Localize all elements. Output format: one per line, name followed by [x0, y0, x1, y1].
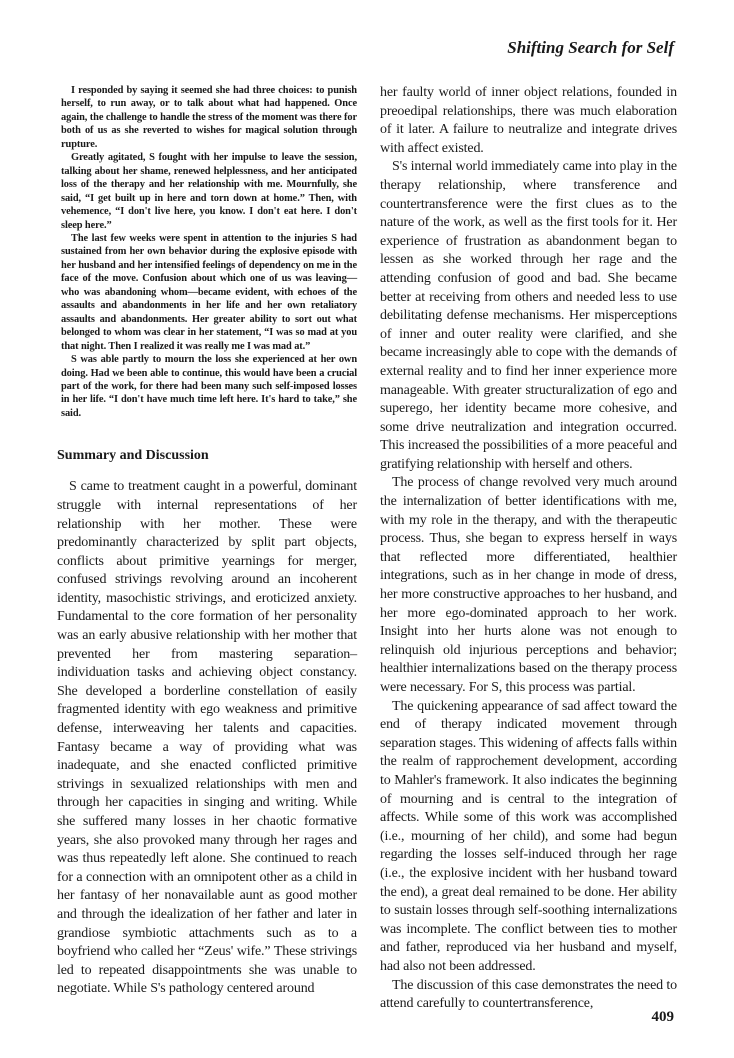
body-paragraph: The quickening appearance of sad affect toward the end of therapy indicated movement through separation stages. This widening of affects falls within the realm of rapprochement development, according to Mahler's framework. It also indicates the beginning of mourning and is central to the integration of affects. While some of this work was accomplished (i.e., mourning of her child), and some had begun regarding the losses self-induced through her rage (i.e., the explosive incident with her husband toward the end), a great deal remained to be done. Her ability to sustain losses through self-soothing internalizations was incomplete. The conflict between ties to mother and father, reproduced via her husband and myself, had also not been addressed.: [380, 698, 677, 974]
discussion-body: [380, 84, 677, 1014]
case-extract: [57, 84, 357, 420]
summary-body: [57, 478, 357, 999]
right-column: [380, 84, 677, 1014]
body-paragraph-continuation: her faulty world of inner object relations, founded in preoedipal relationships, there was much elaboration of it later. A failure to neutralize and integrate drives with affect existed.: [380, 85, 677, 156]
extract-paragraph: Greatly agitated, S fought with her impulse to leave the session, talking about her shame, renewed helplessness, and her anticipated loss of the therapy and her relationship with me. Mournfully, she said, “I get built up in here and torn down at home.” Then, with vehemence, “I don't live here, you know. I don't eat here. I don't sleep here.”: [61, 152, 357, 231]
running-head: Shifting Search for Self: [507, 38, 674, 57]
body-paragraph: S came to treatment caught in a powerful, dominant struggle with internal representations of her relationship with her mother. These were predominantly characterized by split part objects, conflicts about primitive yearnings for merger, confused strivings revolving around an incoherent identity, masochistic strivings, and eroticized anxiety. Fundamental to the core formation of her personality was an early abusive relationship with her mother that prevented her from mastering separation–individuation tasks and achieving object constancy. She developed a borderline constellation of easily fragmented identity with ego weakness and primitive defense, interweaving her talents and capacities. Fantasy became a way of providing what was inadequate, and she enacted conflicted primitive strivings in sexualized relationships with men and through her capacities in singing and writing. While she suffered many losses in her chaotic formative years, she also provoked many through her rages and was thus repeatedly left alone. She continued to reach for a connection with an omnipotent other as a child in her fantasy of her nonavailable aunt as good mother and through the idealization of her father and later in grandiose symbiotic attachments such as to a boyfriend who called her “Zeus' wife.” These strivings led to repeated disappointments she was unable to negotiate. While S's pathology centered around: [57, 479, 357, 997]
extract-paragraph: I responded by saying it seemed she had three choices: to punish herself, to run away, or to talk about what had happened. Once again, the challenge to handle the stress of the moment was there for both of us as she reverted to wishes for magical solution through rupture.: [61, 85, 357, 150]
page-number: 409: [651, 1009, 674, 1025]
extract-paragraph: The last few weeks were spent in attention to the injuries S had sustained from her own behavior during the explosive episode with her husband and her intensified feelings of dependency on me in the face of the move. Confusion about which one of us was leaving—who was abandoning whom—became evident, with echoes of the assaults and abandonments in her life and her own retaliatory assaults and abandonments. Her greater ability to sort out what belonged to whom was clear in her statement, “I was so mad at you that night. Then I realized it was really me I was mad at.”: [61, 232, 357, 352]
body-paragraph: The discussion of this case demonstrates the need to attend carefully to countertransference,: [380, 977, 677, 1012]
left-column: [57, 84, 357, 999]
section-heading: Summary and Discussion: [57, 448, 209, 464]
extract-paragraph: S was able partly to mourn the loss she experienced at her own doing. Had we been able to continue, this would have been a crucial part of the work, for there had been many such self-imposed losses in her life. “I don't have much time left here. It's hard to take,” she said.: [61, 354, 357, 419]
body-paragraph: The process of change revolved very much around the internalization of better identifications with me, with my role in the therapy, and with the therapeutic process. Thus, she began to express herself in ways that reflected more differentiated, healthier integrations, such as in her change in mode of dress, her more constructive approaches to her husband, and her more ego-dominated approach to her work. Insight into her hurts alone was not enough to relinquish old injurious perceptions and behavior; healthier internalizations based on the therapy process were necessary. For S, this process was partial.: [380, 475, 677, 695]
body-paragraph: S's internal world immediately came into play in the therapy relationship, where transference and countertransference were the first clues as to the nature of the work, as well as the first tools for it. Her experience of frustration as abandonment began to lessen as she worked through her rage and the attending confusion of good and bad. She became better at receiving from others and needed less to use debilitating defense mechanisms. Her misperceptions of inner and outer reality were clarified, and she became increasingly able to cope with the demands of external reality and to find her inner experience more manageable. With greater structuralization of ego and superego, her identity became more cohesive, and some drive neutralization and integration occurred. This increased the possibilities of a more peaceful and gratifying relationship with herself and others.: [380, 159, 677, 472]
